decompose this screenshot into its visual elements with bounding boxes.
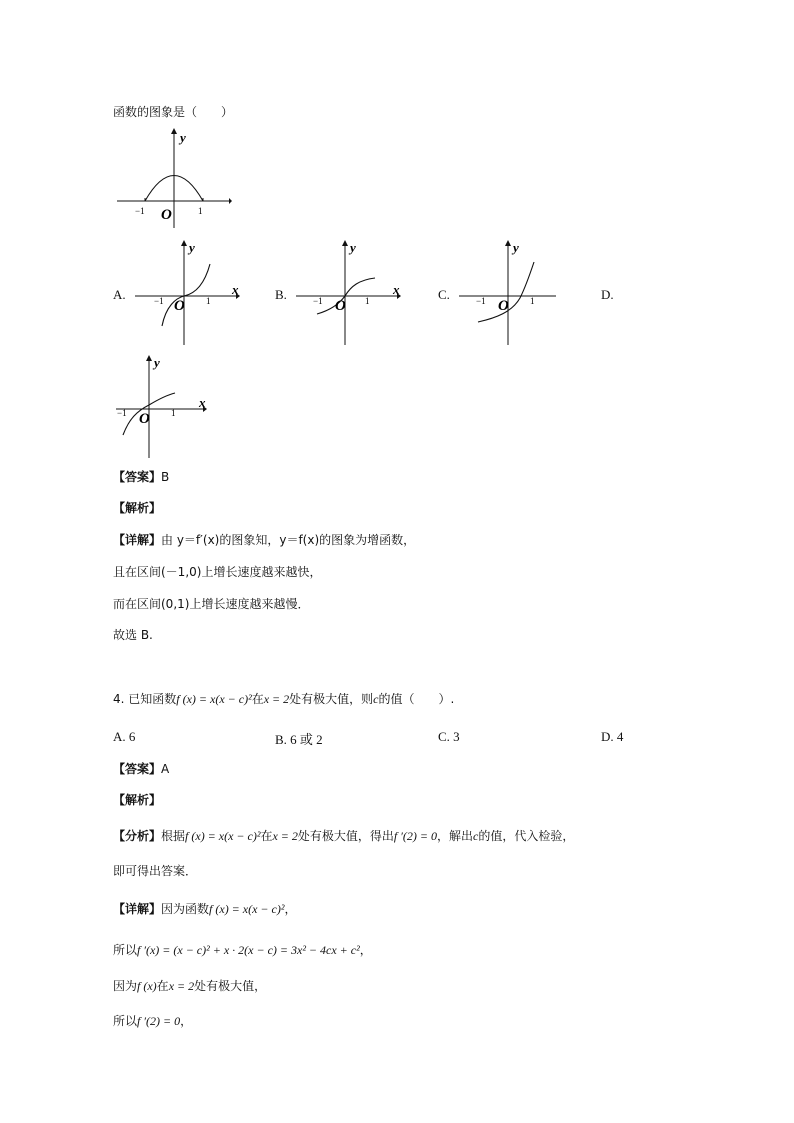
q3-analysis-line — [113, 499, 161, 517]
q4-derivative-line: 所以f ′(x) = (x − c)² + x · 2(x − c) = 3x² − 4cx + c²， — [113, 943, 372, 957]
option-b-graph[interactable] — [293, 240, 405, 346]
q4-option-b[interactable]: B. 6 或 2 — [275, 732, 323, 747]
q4-reason-line: 因为f (x)在x = 2处有极大值， — [113, 979, 267, 993]
svg-text:x: x — [232, 282, 239, 297]
svg-text:1: 1 — [171, 408, 176, 418]
svg-text:O: O — [174, 298, 185, 314]
detail-tag: 【详解】 — [113, 533, 162, 547]
option-b-label[interactable]: B. — [275, 287, 287, 302]
q3-detail-text: 由 y＝f′(x)的图象知，y＝f(x)的图象为增函数， — [161, 533, 416, 547]
tick-neg-one: −1 — [135, 206, 145, 216]
analysis-tag: 【解析】 — [113, 501, 162, 515]
q4-option-c[interactable]: C. 3 — [438, 729, 460, 744]
svg-text:−1: −1 — [117, 408, 127, 418]
q3-detail-line — [113, 531, 415, 549]
tick-one: 1 — [198, 206, 203, 216]
q3-answer: B — [161, 470, 170, 484]
answer-tag: 【答案】 — [113, 470, 162, 484]
svg-text:−1: −1 — [476, 296, 486, 306]
q3-line2: 且在区间(－1,0)上增长速度越来越快， — [113, 565, 322, 579]
svg-text:O: O — [498, 298, 509, 314]
svg-text:−1: −1 — [154, 296, 164, 306]
intro-text: 函数的图象是（ ） — [113, 105, 234, 119]
q3-answer-line — [113, 468, 169, 486]
origin-label: O — [161, 207, 172, 223]
derivative-equation: f ′(x) = (x − c)² + x · 2(x − c) = 3x² − 4cx + c² — [137, 943, 360, 957]
q4-fenxi-line: 【分析】根据f (x) = x(x − c)²在x = 2处有极大值，得出f ′(2) = 0，解出c的值，代入检验， — [113, 829, 575, 843]
q4-question: 4. 已知函数f (x) = x(x − c)²在x = 2处有极大值，则c的值（ ）. — [113, 692, 455, 706]
option-a-label[interactable]: A. — [113, 287, 126, 302]
option-d-graph[interactable] — [113, 355, 213, 459]
q4-option-a[interactable]: A. 6 — [113, 729, 136, 744]
svg-text:1: 1 — [206, 296, 211, 306]
svg-text:1: 1 — [365, 296, 370, 306]
svg-text:y: y — [513, 240, 519, 255]
svg-text:y: y — [350, 240, 356, 255]
q4-answer: A — [161, 762, 170, 776]
q3-line4: 故选 B. — [113, 628, 153, 642]
derivative-graph — [112, 128, 236, 232]
svg-text:O: O — [139, 411, 150, 427]
q4-fenxi-line2: 即可得出答案． — [113, 864, 198, 878]
option-c-label[interactable]: C. — [438, 287, 450, 302]
q4-answer-line: 【答案】A — [113, 762, 170, 776]
svg-text:y: y — [154, 355, 160, 370]
q4-conclusion-line: 所以f ′(2) = 0， — [113, 1014, 193, 1028]
q4-detail-line: 【详解】因为函数f (x) = x(x − c)²， — [113, 902, 297, 916]
option-c-graph[interactable] — [456, 240, 568, 346]
svg-text:1: 1 — [530, 296, 535, 306]
y-axis-label: y — [180, 130, 186, 145]
svg-text:y: y — [189, 240, 195, 255]
svg-text:−1: −1 — [313, 296, 323, 306]
svg-text:x: x — [199, 395, 206, 410]
q4-function: f (x) = x(x − c)² — [176, 692, 252, 706]
option-d-label[interactable]: D. — [601, 287, 614, 302]
q4-analysis-line: 【解析】 — [113, 793, 162, 807]
option-a-graph[interactable] — [132, 240, 244, 346]
q3-line3: 而在区间(0,1)上增长速度越来越慢． — [113, 597, 310, 611]
q4-option-d[interactable]: D. 4 — [601, 729, 624, 744]
svg-text:x: x — [393, 282, 400, 297]
svg-text:O: O — [335, 298, 346, 314]
